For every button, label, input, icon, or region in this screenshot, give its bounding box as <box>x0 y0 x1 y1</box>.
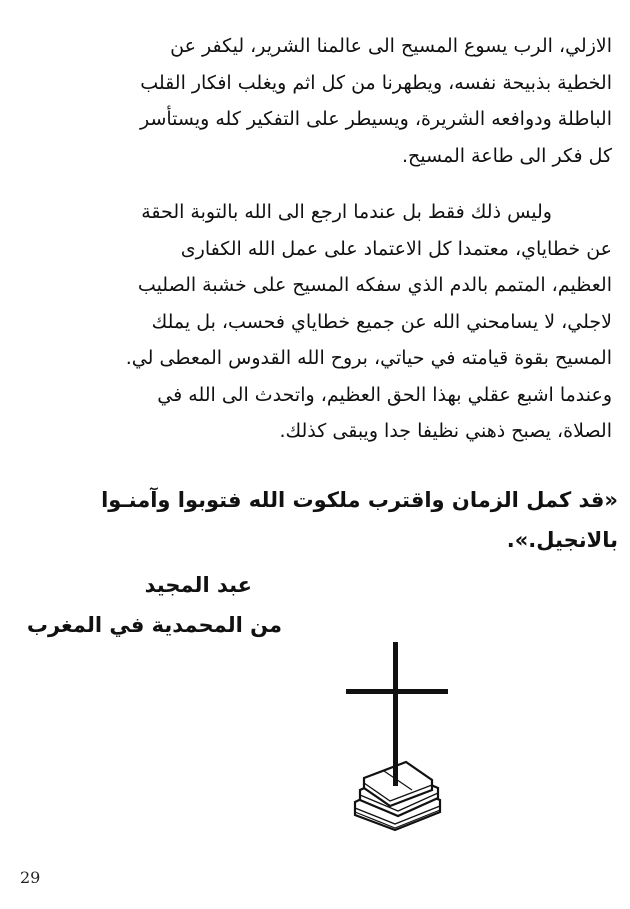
page-number: 29 <box>20 868 41 887</box>
paragraph-2-line: الصلاة، يصبح ذهني نظيفا جدا ويبقى كذلك. <box>279 420 612 442</box>
paragraph-2 <box>22 194 612 450</box>
paragraph-1-line: كل فكر الى طاعة المسيح. <box>401 144 612 167</box>
scripture-quote-line: «قد كمل الزمان واقترب ملكوت الله فتوبوا وآمنـوا <box>101 488 618 512</box>
scripture-quote-line: بالانجيل.». <box>506 528 618 552</box>
paragraph-2-line: المسيح بقوة قيامته في حياتي، بروح الله القدوس المعطى لي. <box>125 347 612 369</box>
author-location: من المحمدية في المغرب <box>26 613 282 637</box>
paragraph-1-line: الباطلة ودوافعه الشريرة، ويسيطر على التفكير كله ويستأسر <box>139 108 612 130</box>
paragraph-1-line: الازلي، الرب يسوع المسيح الى عالمنا الشرير، ليكفر عن <box>170 35 612 57</box>
paragraph-2-line: عن خطاياي، معتمدا كل الاعتماد على عمل الله الكفارى <box>180 237 612 260</box>
signature-block <box>20 565 282 645</box>
paragraph-2-line: وليس ذلك فقط بل عندما ارجع الى الله بالتوبة الحقة <box>141 201 552 223</box>
paragraph-2-line: العظيم، المتمم بالدم الذي سفكه المسيح على خشبة الصليب <box>137 274 612 296</box>
paragraph-2-line: وعندما اشبع عقلي بهذا الحق العظيم، واتحدث الى الله في <box>157 383 612 406</box>
cross-on-books-icon <box>340 640 455 840</box>
paragraph-2-line: لاجلي، لا يسامحني الله عن جميع خطاياي فحسب، بل يملك <box>151 310 612 333</box>
paragraph-1-line: الخطية بذبيحة نفسه، ويطهرنا من كل اثم ويغلب افكار القلب <box>140 71 612 94</box>
scripture-quote <box>22 480 618 560</box>
author-name: عبد المجيد <box>144 573 252 597</box>
paragraph-1 <box>22 28 612 174</box>
